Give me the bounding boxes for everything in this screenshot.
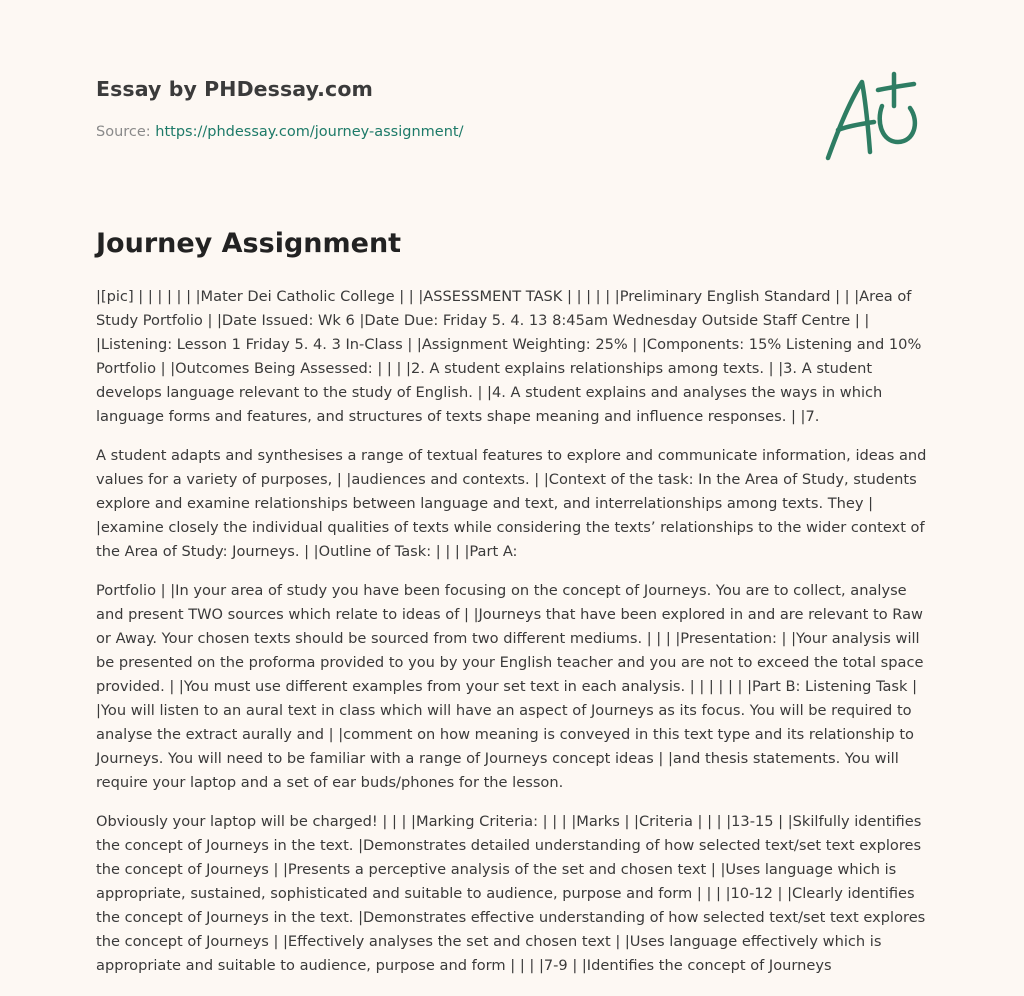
- source-label: Source:: [96, 124, 151, 140]
- essay-header: [96, 74, 936, 142]
- article-title: Journey Assignment: [96, 228, 402, 259]
- paragraph: A student adapts and synthesises a range of textual features to explore and communicate information, ideas and values for a variety of purposes, | |audiences and contexts. | |Context of the task: In the Area of Study, students explore and examine relationships between language and text, and interrelationships among texts. They | |examine closely the individual qualities of texts while considering the texts’ relationships to the wider context of the Area of Study: Journeys. | |Outline of Task: | | | |Part A:: [96, 447, 927, 560]
- article-body: [96, 285, 938, 993]
- paragraph: Portfolio | |In your area of study you have been focusing on the concept of Journeys. You are to collect, analyse and present TWO sources which relate to ideas of | |Journeys that have been explored in and are relevant to Raw or Away. Your chosen texts should be sourced from two different mediums. | | | |Presentation: | |Your analysis will be presented on the proforma provided to you by your English teacher and you are not to exceed the total space provided. | |You must use different examples from your set text in each analysis. | | | | | | |Part B: Listening Task | |You will listen to an aural text in class which will have an aspect of Journeys as its focus. You will be required to analyse the extract aurally and | |comment on how meaning is conveyed in this text type and its relationship to Journeys. You will need to be familiar with a range of Journeys concept ideas | |and thesis statements. You will require your laptop and a set of ear buds/phones for the lesson.: [96, 582, 924, 791]
- paragraph: |[pic] | | | | | | |Mater Dei Catholic College | | |ASSESSMENT TASK | | | | | |Preliminary English Standard | | |Area of Study Portfolio | |Date Issued: Wk 6 |Date Due: Friday 5. 4. 13 8:45am Wednesday Outside Staff Centre | | |Listening: Lesson 1 Friday 5. 4. 3 In-Class | |Assignment Weighting: 25% | |Components: 15% Listening and 10% Portfolio | |Outcomes Being Assessed: | | | |2. A student explains relationships among texts. | |3. A student develops language relevant to the study of English. | |4. A student explains and analyses the ways in which language forms and features, and structures of texts shape meaning and influence responses. | |7.: [96, 288, 922, 425]
- paragraph: Obviously your laptop will be charged! | | | |Marking Criteria: | | | |Marks | |Criteria | | | |13-15 | |Skilfully identifies the concept of Journeys in the text. |Demonstrates detailed understanding of how selected text/set text explores the concept of Journeys | |Presents a perceptive analysis of the set and chosen text | |Uses language which is appropriate, sustained, sophisticated and suitable to audience, purpose and form | | | |10-12 | |Clearly identifies the concept of Journeys in the text. |Demonstrates effective understanding of how selected text/set text explores the concept of Journeys | |Effectively analyses the set and chosen text | |Uses language effectively which is appropriate and suitable to audience, purpose and form | | | |7-9 | |Identifies the concept of Journeys: [96, 813, 926, 974]
- brand-title: Essay by PHDessay.com: [96, 77, 373, 101]
- source-link[interactable]: https://phdessay.com/journey-assignment/: [155, 124, 464, 140]
- a-plus-logo-icon: [822, 66, 932, 166]
- source-line: [96, 122, 936, 142]
